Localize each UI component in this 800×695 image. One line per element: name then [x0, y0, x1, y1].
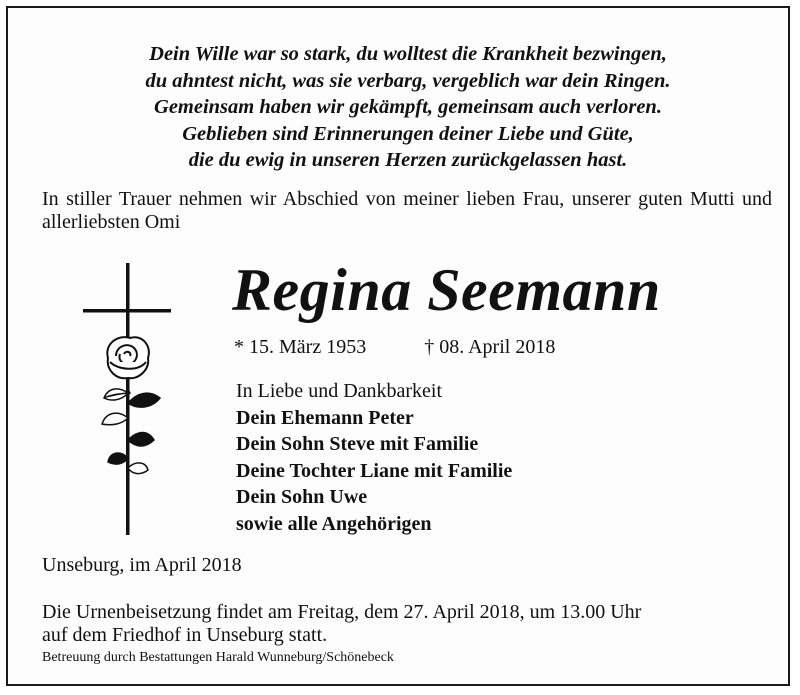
- notice-line: Die Urnenbeisetzung findet am Freitag, dem 27. April 2018, um 13.00 Uhr: [42, 601, 642, 623]
- mourner-line: Dein Sohn Steve mit Familie: [236, 433, 479, 455]
- birth-date: * 15. März 1953: [234, 336, 367, 358]
- poem-line: du ahntest nicht, was sie verbarg, vergeblich war dein Ringen.: [145, 69, 671, 92]
- mourner-line: Dein Sohn Uwe: [236, 486, 368, 508]
- poem-line: Dein Wille war so stark, du wolltest die Krankheit bezwingen,: [149, 43, 667, 65]
- mourner-line: Dein Ehemann Peter: [236, 406, 414, 429]
- poem-line: die du ewig in unseren Herzen zurückgelassen hast.: [188, 149, 628, 171]
- life-dates: [234, 334, 555, 360]
- place-and-date: Unseburg, im April 2018: [42, 554, 242, 576]
- obituary-frame: [6, 6, 790, 686]
- deceased-name: Regina Seemann: [232, 257, 661, 323]
- death-date: † 08. April 2018: [424, 336, 556, 358]
- memorial-poem: [48, 41, 768, 174]
- notice-line: auf dem Friedhof in Unseburg statt.: [42, 624, 328, 646]
- intro-text: In stiller Trauer nehmen wir Abschied von meiner lieben Frau, unserer guten Mutti und allerliebsten Omi: [42, 188, 772, 233]
- burial-notice: [42, 601, 641, 647]
- funeral-home-credit: Betreuung durch Bestattungen Harald Wunneburg/Schönebeck: [42, 650, 394, 665]
- mourner-line: Deine Tochter Liane mit Familie: [236, 459, 513, 482]
- poem-line: Gemeinsam haben wir gekämpft, gemeinsam auch verloren.: [154, 96, 662, 118]
- mourners-list: [236, 378, 512, 537]
- cross-with-rose-icon: [78, 258, 178, 538]
- mourners-lead: In Liebe und Dankbarkeit: [236, 380, 443, 402]
- mourner-line: sowie alle Angehörigen: [236, 512, 432, 535]
- poem-line: Geblieben sind Erinnerungen deiner Liebe und Güte,: [182, 122, 634, 145]
